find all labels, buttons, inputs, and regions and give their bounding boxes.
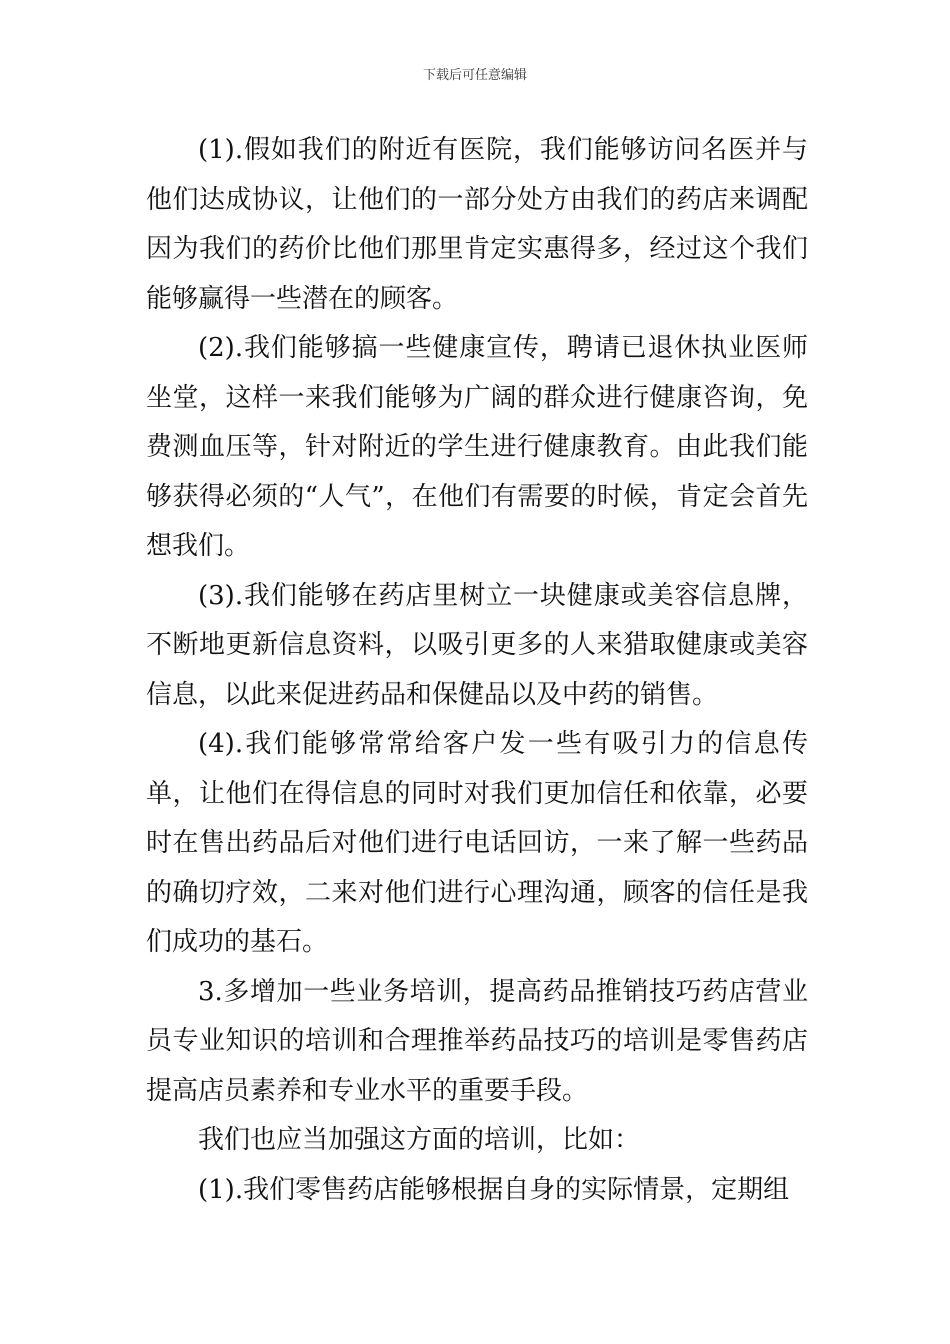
paragraph-5: 3.多增加一些业务培训，提高药品推销技巧药店营业员专业知识的培训和合理推举药品技巧的培训是零售药店提高店员素养和专业水平的重要手段。 (146, 976, 808, 1106)
page-header: 下载后可任意编辑 (422, 68, 527, 83)
paragraph-1: (1).假如我们的附近有医院，我们能够访问名医并与他们达成协议，让他们的一部分处方由我们的药店来调配因为我们的药价比他们那里肯定实惠得多，经过这个我们能够赢得一些潜在的顾客。 (146, 135, 808, 314)
paragraph-2: (2).我们能够搞一些健康宣传，聘请已退休执业医师坐堂，这样一来我们能够为广阔的群众进行健康咨询，免费测血压等，针对附近的学生进行健康教育。由此我们能够获得必须的“人气”，在他们有需要的时候，肯定会首先想我们。 (146, 333, 808, 561)
paragraph-4: (4).我们能够常常给客户发一些有吸引力的信息传单，让他们在得信息的同时对我们更加信任和依靠，必要时在售出药品后对他们进行电话回访，一来了解一些药品的确切疗效，二来对他们进行心理沟通，顾客的信任是我们成功的基石。 (146, 729, 808, 957)
paragraph-6: 我们也应当加强这方面的培训，比如： (198, 1125, 641, 1155)
document-body (146, 126, 808, 1215)
paragraph-7: (1).我们零售药店能够根据自身的实际情景，定期组 (198, 1174, 790, 1205)
paragraph-3: (3).我们能够在药店里树立一块健康或美容信息牌，不断地更新信息资料，以吸引更多的人来猎取健康或美容信息，以此来促进药品和保健品以及中药的销售。 (146, 580, 808, 710)
